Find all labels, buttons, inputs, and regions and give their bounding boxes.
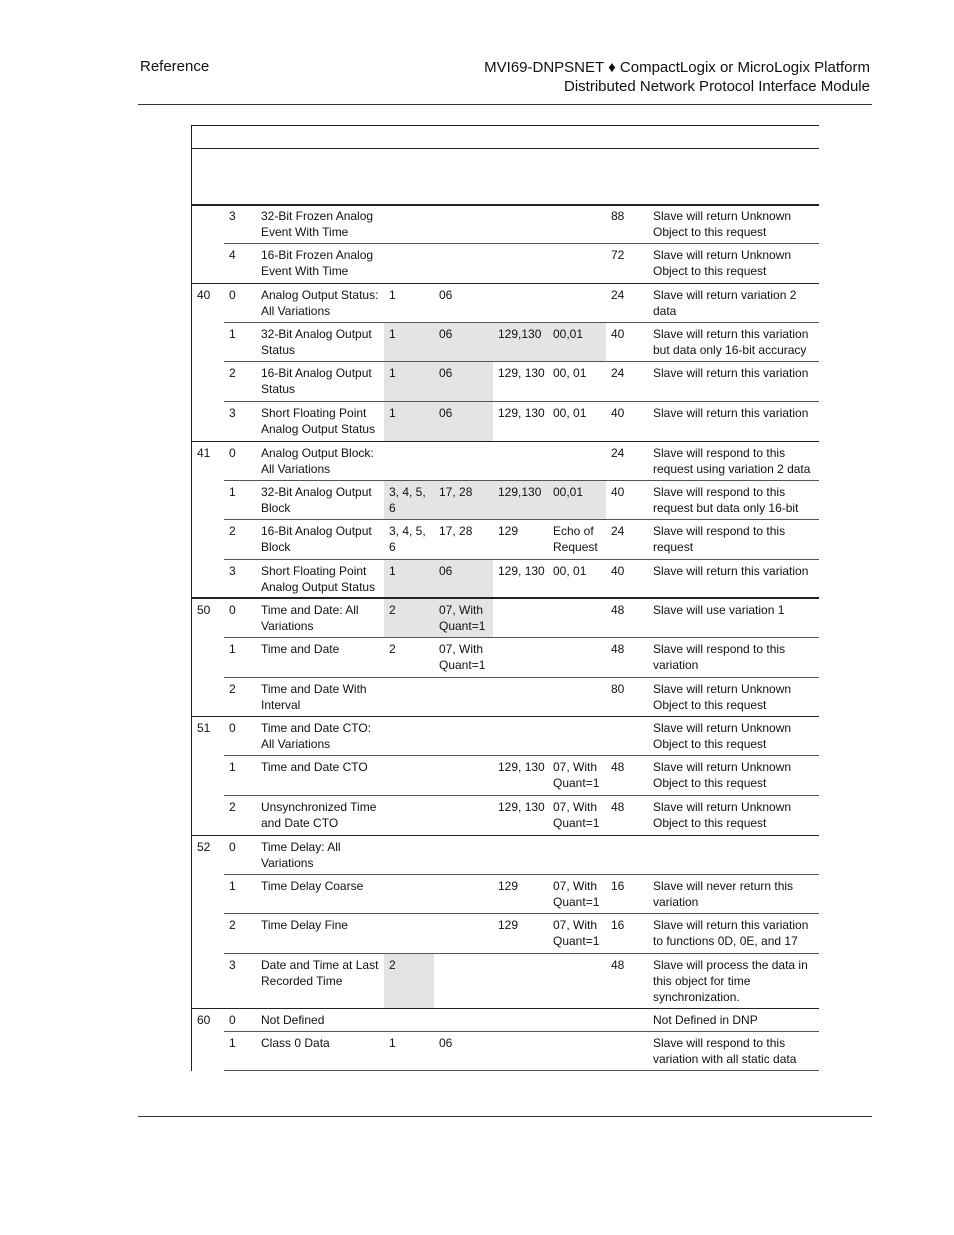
- request-qualifier-cell: [434, 954, 493, 1009]
- request-qualifier-cell: 07, With Quant=1: [434, 599, 493, 638]
- note-cell: Slave will return Unknown Object to this request: [653, 721, 792, 751]
- object-cell: [192, 1032, 224, 1071]
- request-qualifier-cell: 06: [439, 1036, 453, 1050]
- variation-cell: 0: [229, 288, 236, 302]
- description-cell: Analog Output Block: All Variations: [261, 446, 374, 476]
- response-qualifier-cell: 00, 01: [553, 366, 587, 380]
- request-function-cell: [384, 1009, 434, 1032]
- variation-cell: 0: [229, 721, 236, 735]
- response-qualifier-cell: [548, 599, 606, 638]
- variation-cell: 3: [229, 564, 236, 578]
- description-cell: Analog Output Status: All Variations: [261, 288, 379, 318]
- variation-cell: 1: [229, 760, 236, 774]
- size-cell: 48: [611, 642, 625, 656]
- table-row: [192, 954, 819, 1009]
- table-row: [192, 796, 819, 836]
- request-function-cell: [384, 914, 434, 954]
- request-function-cell: [384, 796, 434, 836]
- response-qualifier-cell: [548, 442, 606, 481]
- response-qualifier-cell: 07, With Quant=1: [553, 879, 600, 909]
- response-function-cell: 129, 130: [498, 406, 545, 420]
- table-row: [192, 520, 819, 560]
- description-cell: Time Delay Fine: [261, 918, 348, 932]
- description-cell: Time Delay Coarse: [261, 879, 364, 893]
- response-function-cell: 129, 130: [498, 760, 545, 774]
- note-cell: Slave will respond to this request: [653, 524, 786, 554]
- description-cell: Short Floating Point Analog Output Status: [261, 406, 376, 436]
- response-function-cell: 129, 130: [498, 366, 545, 380]
- request-function-cell: [384, 678, 434, 717]
- request-function-cell: 2: [389, 642, 396, 656]
- size-cell: 48: [611, 958, 625, 972]
- note-cell: Slave will return Unknown Object to this request: [653, 248, 792, 278]
- request-function-cell: [384, 875, 434, 914]
- note-cell: Slave will return this variation but data only 16-bit accuracy: [653, 327, 809, 357]
- table-row: [192, 244, 819, 284]
- request-function-cell: 2: [384, 954, 434, 1009]
- variation-cell: 3: [229, 209, 236, 223]
- object-cell: 50: [197, 603, 211, 617]
- description-cell: Time and Date: [261, 642, 340, 656]
- header-right: [484, 58, 870, 96]
- object-cell: [192, 560, 224, 599]
- note-cell: Not Defined in DNP: [653, 1013, 758, 1027]
- response-function-cell: [493, 244, 548, 284]
- object-cell: 40: [197, 288, 211, 302]
- response-qualifier-cell: 00,01: [548, 323, 606, 362]
- variation-cell: 3: [229, 958, 236, 972]
- table-row: [192, 442, 819, 481]
- size-cell: 16: [611, 879, 625, 893]
- row-rule: [224, 1070, 819, 1071]
- object-cell: [192, 362, 224, 402]
- row-top-rule: [192, 204, 819, 206]
- request-qualifier-cell: [434, 205, 493, 244]
- request-qualifier-cell: 07, With Quant=1: [439, 642, 486, 672]
- request-function-cell: 1: [389, 1036, 396, 1050]
- response-qualifier-cell: 00, 01: [553, 564, 587, 578]
- response-qualifier-cell: 07, With Quant=1: [553, 760, 600, 790]
- object-cell: [192, 875, 224, 914]
- description-cell: Not Defined: [261, 1013, 325, 1027]
- request-function-cell: [384, 717, 434, 756]
- request-qualifier-cell: 06: [434, 323, 493, 362]
- request-qualifier-cell: [434, 914, 493, 954]
- table-header-rule: [192, 148, 819, 149]
- note-cell: Slave will return this variation: [653, 406, 809, 420]
- table-row: [192, 875, 819, 914]
- note-cell: Slave will return variation 2 data: [653, 288, 797, 318]
- request-qualifier-cell: [434, 836, 493, 875]
- size-cell: 16: [611, 918, 625, 932]
- header-rule: [138, 104, 872, 105]
- description-cell: Unsynchronized Time and Date CTO: [261, 800, 377, 830]
- dnp-object-table: [191, 125, 819, 1071]
- note-cell: Slave will respond to this request but data only 16-bit: [653, 485, 799, 515]
- header-title-line2: Distributed Network Protocol Interface Module: [564, 78, 870, 95]
- variation-cell: 1: [229, 327, 236, 341]
- response-function-cell: 129: [498, 524, 519, 538]
- request-function-cell: 1: [384, 402, 434, 442]
- description-cell: Time and Date: All Variations: [261, 603, 359, 633]
- request-qualifier-cell: [434, 678, 493, 717]
- description-cell: 16-Bit Frozen Analog Event With Time: [261, 248, 374, 278]
- note-cell: Slave will return Unknown Object to this request: [653, 209, 792, 239]
- table-row: [192, 323, 819, 362]
- request-function-cell: 1: [384, 323, 434, 362]
- object-cell: 52: [197, 840, 211, 854]
- table-row: [192, 638, 819, 678]
- request-qualifier-cell: 06: [434, 402, 493, 442]
- request-qualifier-cell: [434, 717, 493, 756]
- response-function-cell: [493, 638, 548, 678]
- request-function-cell: [384, 205, 434, 244]
- response-function-cell: 129: [498, 879, 519, 893]
- object-cell: [192, 678, 224, 717]
- variation-cell: 0: [229, 446, 236, 460]
- size-cell: 72: [611, 248, 625, 262]
- response-function-cell: [493, 1032, 548, 1071]
- size-cell: [606, 717, 648, 756]
- description-cell: Class 0 Data: [261, 1036, 330, 1050]
- request-function-cell: 2: [384, 599, 434, 638]
- response-qualifier-cell: [548, 244, 606, 284]
- request-qualifier-cell: 17, 28: [434, 481, 493, 520]
- request-qualifier-cell: [434, 244, 493, 284]
- object-cell: [192, 954, 224, 1009]
- table-row: [192, 836, 819, 875]
- size-cell: 40: [611, 485, 625, 499]
- response-function-cell: 129: [498, 918, 519, 932]
- request-qualifier-cell: 06: [439, 288, 453, 302]
- object-cell: [192, 402, 224, 442]
- size-cell: 24: [611, 288, 625, 302]
- response-function-cell: [493, 284, 548, 323]
- request-function-cell: [384, 836, 434, 875]
- variation-cell: 0: [229, 1013, 236, 1027]
- description-cell: Short Floating Point Analog Output Status: [261, 564, 376, 594]
- note-cell: [648, 836, 819, 875]
- description-cell: Time and Date CTO: All Variations: [261, 721, 372, 751]
- size-cell: 48: [611, 603, 625, 617]
- table-row: [192, 402, 819, 442]
- variation-cell: 3: [229, 406, 236, 420]
- request-qualifier-cell: [434, 1009, 493, 1032]
- object-cell: [192, 914, 224, 954]
- size-cell: 24: [611, 524, 625, 538]
- response-qualifier-cell: Echo of Request: [553, 524, 598, 554]
- response-qualifier-cell: [548, 205, 606, 244]
- response-qualifier-cell: [548, 836, 606, 875]
- variation-cell: 2: [229, 682, 236, 696]
- object-cell: 51: [197, 721, 211, 735]
- response-function-cell: [493, 1009, 548, 1032]
- request-function-cell: [384, 756, 434, 796]
- size-cell: [606, 1009, 648, 1032]
- response-qualifier-cell: [548, 954, 606, 1009]
- table-row: [192, 678, 819, 717]
- size-cell: 24: [611, 446, 625, 460]
- response-function-cell: [493, 205, 548, 244]
- description-cell: 32-Bit Analog Output Block: [261, 485, 372, 515]
- object-cell: 41: [197, 446, 211, 460]
- note-cell: Slave will respond to this variation: [653, 642, 786, 672]
- description-cell: 16-Bit Analog Output Status: [261, 366, 372, 396]
- table-row: [192, 717, 819, 756]
- response-qualifier-cell: 00,01: [548, 481, 606, 520]
- variation-cell: 0: [229, 840, 236, 854]
- header-left: Reference: [140, 58, 210, 75]
- request-function-cell: [384, 442, 434, 481]
- request-qualifier-cell: [434, 796, 493, 836]
- description-cell: 32-Bit Frozen Analog Event With Time: [261, 209, 374, 239]
- object-cell: [192, 323, 224, 362]
- note-cell: Slave will return this variation: [653, 366, 809, 380]
- response-qualifier-cell: [548, 638, 606, 678]
- variation-cell: 1: [229, 879, 236, 893]
- response-function-cell: [493, 678, 548, 717]
- note-cell: Slave will return this variation to functions 0D, 0E, and 17: [653, 918, 809, 948]
- note-cell: Slave will respond to this request using variation 2 data: [653, 446, 811, 476]
- request-function-cell: [384, 244, 434, 284]
- size-cell: [606, 836, 648, 875]
- variation-cell: 2: [229, 800, 236, 814]
- variation-cell: 2: [229, 366, 236, 380]
- variation-cell: 2: [229, 524, 236, 538]
- table-row: [192, 1009, 819, 1032]
- size-cell: 40: [611, 564, 625, 578]
- request-function-cell: 1: [384, 362, 434, 402]
- response-function-cell: 129, 130: [498, 564, 545, 578]
- note-cell: Slave will use variation 1: [653, 603, 785, 617]
- size-cell: 80: [611, 682, 625, 696]
- size-cell: 24: [611, 366, 625, 380]
- object-cell: [192, 481, 224, 520]
- description-cell: Time and Date CTO: [261, 760, 368, 774]
- table-row: [192, 560, 819, 599]
- object-cell: [192, 638, 224, 678]
- size-cell: 48: [611, 760, 625, 774]
- table-row: [192, 284, 819, 323]
- note-cell: Slave will return Unknown Object to this request: [653, 682, 792, 712]
- variation-cell: 1: [229, 642, 236, 656]
- note-cell: Slave will never return this variation: [653, 879, 794, 909]
- request-function-cell: 3, 4, 5, 6: [389, 524, 426, 554]
- response-qualifier-cell: 07, With Quant=1: [553, 800, 600, 830]
- request-qualifier-cell: 17, 28: [439, 524, 473, 538]
- request-function-cell: 3, 4, 5, 6: [384, 481, 434, 520]
- response-qualifier-cell: [548, 1032, 606, 1071]
- size-cell: [606, 1032, 648, 1071]
- note-cell: Slave will return Unknown Object to this request: [653, 760, 792, 790]
- variation-cell: 2: [229, 918, 236, 932]
- response-qualifier-cell: [548, 284, 606, 323]
- description-cell: 16-Bit Analog Output Block: [261, 524, 372, 554]
- request-function-cell: 1: [384, 560, 434, 599]
- description-cell: 32-Bit Analog Output Status: [261, 327, 372, 357]
- table-row: [192, 914, 819, 954]
- response-function-cell: [493, 717, 548, 756]
- request-qualifier-cell: [434, 756, 493, 796]
- footer-rule: [138, 1116, 872, 1117]
- response-qualifier-cell: 00, 01: [553, 406, 587, 420]
- note-cell: Slave will respond to this variation with all static data: [653, 1036, 797, 1066]
- header-title-line1: MVI69-DNPSNET ♦ CompactLogix or MicroLogix Platform: [484, 59, 870, 76]
- table-top-rule: [192, 125, 819, 126]
- object-cell: [192, 520, 224, 560]
- response-function-cell: [493, 442, 548, 481]
- object-cell: [192, 205, 224, 244]
- request-qualifier-cell: [434, 875, 493, 914]
- response-function-cell: 129,130: [493, 481, 548, 520]
- response-qualifier-cell: 07, With Quant=1: [553, 918, 600, 948]
- request-qualifier-cell: [434, 442, 493, 481]
- variation-cell: 1: [229, 485, 236, 499]
- size-cell: 88: [611, 209, 625, 223]
- object-cell: [192, 756, 224, 796]
- response-function-cell: 129,130: [493, 323, 548, 362]
- response-qualifier-cell: [548, 1009, 606, 1032]
- variation-cell: 1: [229, 1036, 236, 1050]
- response-function-cell: [493, 836, 548, 875]
- request-function-cell: 1: [389, 288, 396, 302]
- request-qualifier-cell: 06: [434, 362, 493, 402]
- request-qualifier-cell: 06: [434, 560, 493, 599]
- note-cell: Slave will process the data in this object for time synchronization.: [653, 958, 808, 1004]
- size-cell: 40: [611, 327, 625, 341]
- response-function-cell: [493, 954, 548, 1009]
- response-function-cell: [493, 599, 548, 638]
- response-qualifier-cell: [548, 678, 606, 717]
- object-cell: 60: [197, 1013, 211, 1027]
- description-cell: Time and Date With Interval: [261, 682, 367, 712]
- object-cell: [192, 796, 224, 836]
- object-cell: [192, 244, 224, 284]
- table-row: [192, 1032, 819, 1071]
- description-cell: Time Delay: All Variations: [261, 840, 341, 870]
- variation-cell: 0: [229, 603, 236, 617]
- description-cell: Date and Time at Last Recorded Time: [261, 958, 379, 988]
- table-row: [192, 756, 819, 796]
- response-function-cell: 129, 130: [498, 800, 545, 814]
- note-cell: Slave will return this variation: [653, 564, 809, 578]
- table-row: [192, 362, 819, 402]
- variation-cell: 4: [229, 248, 236, 262]
- note-cell: Slave will return Unknown Object to this request: [653, 800, 792, 830]
- response-qualifier-cell: [548, 717, 606, 756]
- table-row: [192, 481, 819, 520]
- size-cell: 40: [611, 406, 625, 420]
- table-row: [192, 599, 819, 638]
- table-row: [192, 205, 819, 244]
- size-cell: 48: [611, 800, 625, 814]
